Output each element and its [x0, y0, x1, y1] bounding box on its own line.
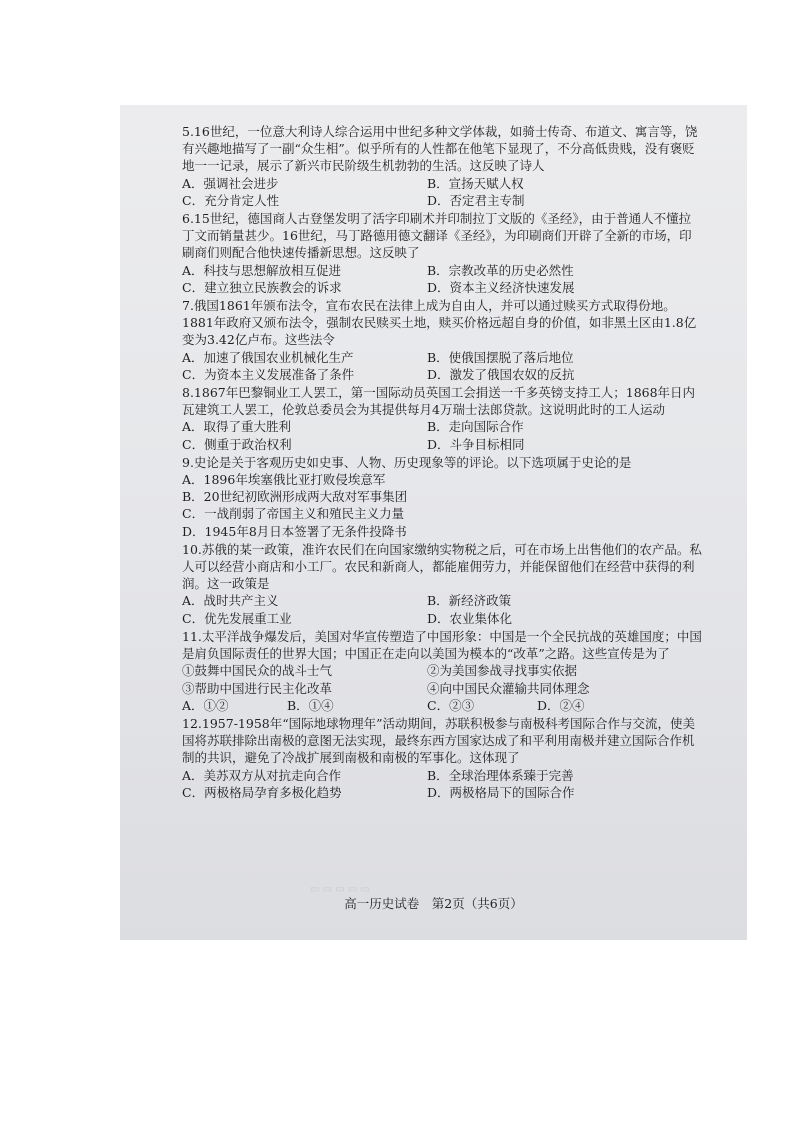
answer-options	[182, 471, 702, 540]
item-4: ④向中国民众灌输共同体理念	[427, 680, 590, 696]
question-stem: 12.1957-1958年“国际地球物理年”活动期间，苏联积极参与南极科考国际合作与交流，使美国将苏联排除出南极的意图无法实现，最终东西方国家达成了和平利用南极并建立国际合作机制的共识，避免了冷战扩展到南极和南极的军事化。这体现了	[182, 715, 696, 766]
option-b: B．①④	[287, 697, 334, 713]
option-a: A．强调社会进步	[182, 175, 279, 191]
question-stem: 5.16世纪，一位意大利诗人综合运用中世纪多种文学体裁，如骑士传奇、布道文、寓言等，饶有兴趣地描写了一副“众生相”。似乎所有的人性都在他笔下显现了，不分高低贵贱，没有褒贬地一一记录，展示了新兴市民阶级生机勃勃的生活。这反映了诗人	[182, 124, 698, 174]
question-8	[182, 384, 702, 453]
option-a: A．科技与思想解放相互促进	[182, 262, 342, 278]
option-a: A．美苏双方从对抗走向合作	[182, 767, 342, 783]
option-b: B．全球治理体系臻于完善	[427, 767, 574, 783]
option-d: D．②④	[537, 697, 585, 713]
answer-options	[182, 767, 702, 801]
question-stem: 8.1867年巴黎铜业工人罢工，第一国际动员英国工会捐送一千多英镑支持工人；1868年日内瓦建筑工人罢工，伦敦总委员会为其提供每月4万瑞士法郎贷款。这说明此时的工人运动	[182, 385, 696, 418]
answer-options	[182, 697, 702, 714]
item-2: ②为美国参战寻找事实依据	[427, 663, 578, 679]
option-b: B．走向国际合作	[427, 419, 524, 435]
option-d: D．斗争目标相同	[427, 436, 525, 452]
option-d: D．两极格局下的国际合作	[427, 784, 575, 800]
question-6	[182, 210, 702, 296]
option-b: B．宗教改革的历史必然性	[427, 262, 574, 278]
question-stem: 10.苏俄的某一政策，准许农民们在向国家缴纳实物税之后，可在市场上出售他们的农产品。私人可以经营小商店和小工厂。农民和新商人，都能雇佣劳力，并能保留他们在经营中获得的利润。这一政策是	[182, 541, 702, 592]
question-stem: 6.15世纪，德国商人古登堡发明了活字印刷术并印制拉丁文版的《圣经》，由于普通人不懂拉丁文而销量甚少。16世纪，马丁路德用德文翻译《圣经》，为印刷商们开辟了全新的市场，印刷商们则配合他快速传播新思想。这反映了	[182, 211, 692, 261]
item-3: ③帮助中国进行民主化改革	[182, 680, 333, 696]
question-11	[182, 628, 702, 714]
option-a: A．加速了俄国农业机械化生产	[182, 349, 354, 365]
question-7	[182, 297, 702, 383]
option-c: C．两极格局孕育多极化趋势	[182, 784, 342, 800]
option-c: C．优先发展重工业	[182, 610, 292, 626]
photographed-page	[120, 105, 747, 940]
question-stem: 9.史论是关于客观历史如史事、人物、历史现象等的评论。以下选项属于史论的是	[182, 454, 632, 470]
option-b: B．20世纪初欧洲形成两大敌对军事集团	[182, 489, 408, 505]
question-12	[182, 715, 702, 801]
option-b: B．使俄国摆脱了落后地位	[427, 349, 574, 365]
option-d: D．1945年8月日本签署了无条件投降书	[182, 523, 407, 539]
question-10	[182, 541, 702, 627]
option-d: D．资本主义经济快速发展	[427, 279, 575, 295]
option-d: D．激发了俄国农奴的反抗	[427, 366, 575, 382]
option-c: C．建立独立民族教会的诉求	[182, 279, 342, 295]
option-d: D．农业集体化	[427, 610, 513, 626]
statement-items	[182, 662, 702, 696]
option-a: A．取得了重大胜利	[182, 419, 292, 435]
exam-sheet	[182, 123, 702, 802]
question-9	[182, 454, 702, 540]
bleed-through-footer: ▭ ▭ ▭ ▭ ▭	[310, 884, 370, 895]
option-c: C．②③	[427, 697, 475, 713]
option-c: C．一战削弱了帝国主义和殖民主义力量	[182, 506, 405, 522]
option-b: B．新经济政策	[427, 593, 512, 609]
question-stem: 11.太平洋战争爆发后，美国对华宣传塑造了中国形象：中国是一个全民抗战的英雄国度；中国是肩负国际责任的世界大国；中国正在走向以美国为模本的“改革”之路。这些宣传是为了	[182, 628, 702, 662]
option-c: C．充分肯定人性	[182, 192, 280, 208]
option-a: A．1896年埃塞俄比亚打败侵埃意军	[182, 472, 386, 488]
answer-options	[182, 418, 702, 452]
option-c: C．侧重于政治权利	[182, 436, 292, 452]
question-stem: 7.俄国1861年颁布法令，宣布农民在法律上成为自由人，并可以通过赎买方式取得份地。1881年政府又颁布法令，强制农民赎买土地，赎买价格远超自身的价值，如非黑土区由1.8亿变为3.42亿卢布。这些法令	[182, 298, 697, 348]
answer-options	[182, 592, 702, 626]
question-5	[182, 123, 702, 209]
option-c: C．为资本主义发展准备了条件	[182, 366, 355, 382]
answer-options	[182, 349, 702, 383]
answer-options	[182, 175, 702, 209]
item-1: ①鼓舞中国民众的战斗士气	[182, 663, 333, 679]
option-a: A．①②	[182, 697, 229, 713]
option-a: A．战时共产主义	[182, 593, 279, 609]
page-footer: 高一历史试卷 第2页（共6页）	[344, 896, 523, 911]
option-d: D．否定君主专制	[427, 192, 525, 208]
option-b: B．宣扬天赋人权	[427, 175, 524, 191]
answer-options	[182, 262, 702, 296]
